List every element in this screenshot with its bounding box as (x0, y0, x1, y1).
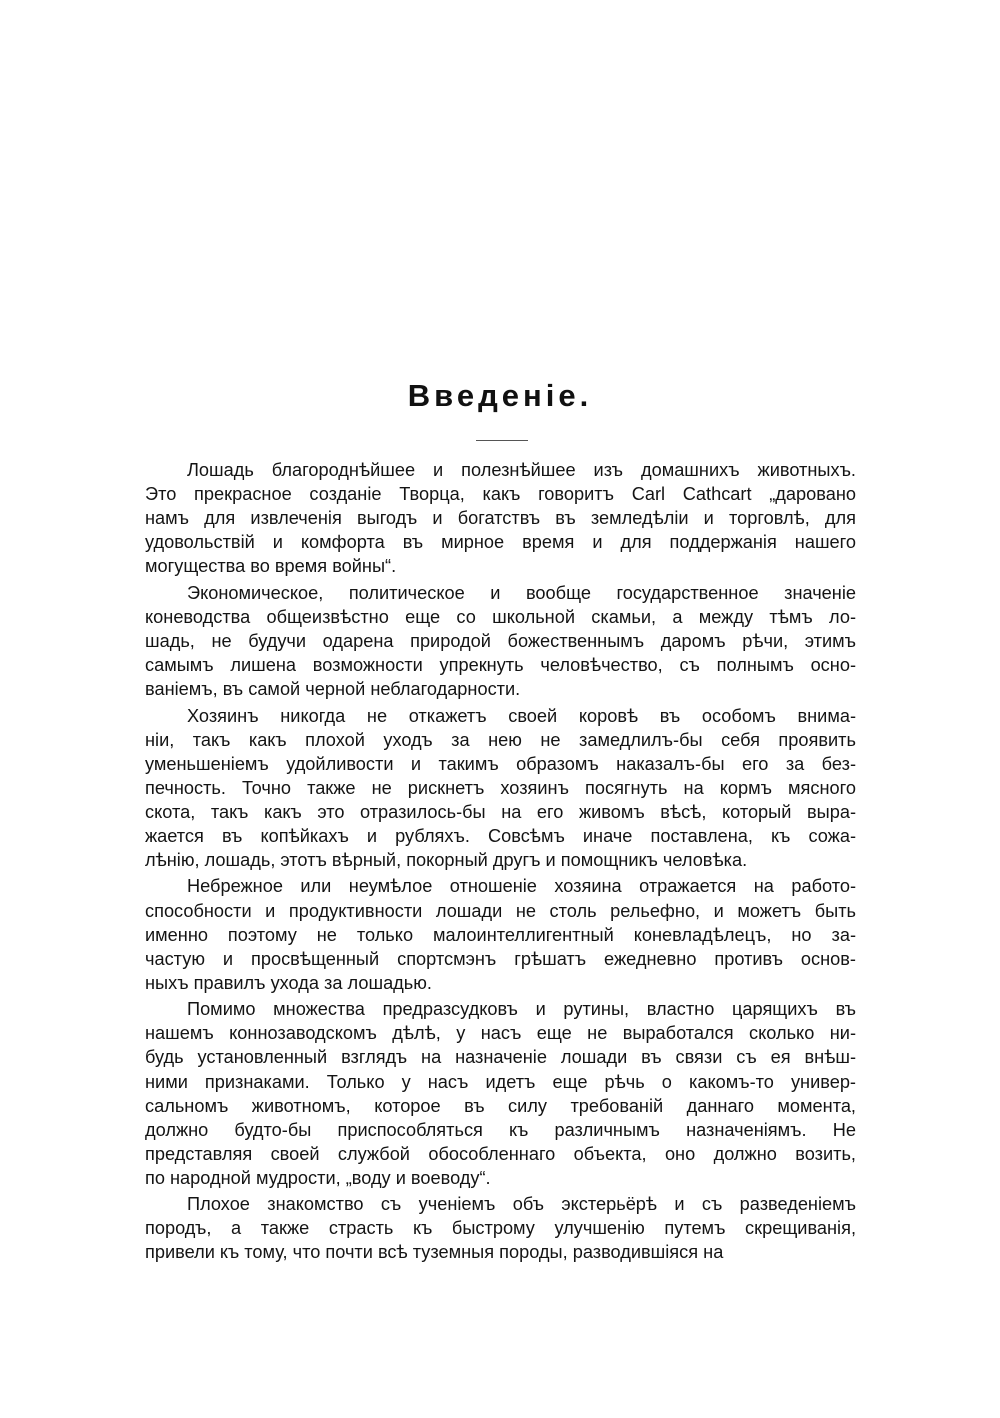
paragraph (145, 704, 856, 873)
paragraph (145, 458, 856, 578)
text-line: Это прекрасное созданіе Творца, какъ говоритъ Carl Cathcart „даровано (145, 484, 856, 505)
text-line: должно будто-бы приспособляться къ различнымъ назначеніямъ. Не (145, 1119, 856, 1140)
text-line: печность. Точно также не рискнетъ хозяинъ посягнуть на кормъ мясного (145, 777, 856, 798)
text-line: коневодства общеизвѣстно еще со школьной скамьи, а между тѣмъ ло- (145, 606, 856, 627)
text-line: частую и просвѣщенный спортсмэнъ грѣшатъ ежедневно противъ основ- (145, 948, 856, 969)
text-line: удовольствій и комфорта въ мирное время и для поддержанія нашего (145, 532, 856, 553)
text-line: Помимо множества предразсудковъ и рутины, властно царящихъ въ (187, 999, 856, 1020)
text-line: по народной мудрости, „воду и воеводу“. (145, 1167, 491, 1188)
title-divider (476, 440, 528, 441)
text-line: представляя своей службой обособленнаго объекта, оно должно возить, (145, 1143, 856, 1164)
text-line: Экономическое, политическое и вообще государственное значеніе (187, 582, 856, 603)
text-line: Небрежное или неумѣлое отношеніе хозяина отражается на работо- (187, 876, 856, 897)
text-line: ніи, такъ какъ плохой уходъ за нею не замедлилъ-бы себя проявить (145, 729, 856, 750)
text-line: жается въ копѣйкахъ и рубляхъ. Совсѣмъ иначе поставлена, къ сожа- (145, 826, 856, 846)
paragraph (145, 581, 856, 701)
text-line: сальномъ животномъ, которое въ силу требованій даннаго момента, (145, 1095, 856, 1116)
text-line: Плохое знакомство съ ученіемъ объ экстерьёрѣ и съ разведеніемъ (187, 1194, 856, 1215)
text-line: лѣнію, лошадь, этотъ вѣрный, покорный другъ и помощникъ человѣка. (145, 850, 748, 871)
text-line: Лошадь благороднѣйшее и полезнѣйшее изъ домашнихъ животныхъ. (187, 460, 856, 480)
text-line: Хозяинъ никогда не откажетъ своей коровѣ въ особомъ внима- (187, 705, 856, 726)
paragraph (145, 874, 856, 994)
paragraph (145, 997, 856, 1190)
text-line: намъ для извлеченія выгодъ и богатствъ въ земледѣліи и торговлѣ, для (145, 508, 856, 529)
text-line: ныхъ правилъ ухода за лошадью. (145, 972, 432, 993)
text-line: скота, такъ какъ это отразилось-бы на его живомъ вѣсѣ, который выра- (145, 801, 856, 822)
text-line: самымъ лишена возможности упрекнуть человѣчество, съ полнымъ осно- (145, 655, 856, 676)
page-title: Введеніе. (407, 378, 593, 413)
text-line: нашемъ коннозаводскомъ дѣлѣ, у насъ еще не выработался сколько ни- (145, 1023, 856, 1044)
text-line: ваніемъ, въ самой черной неблагодарности. (145, 679, 521, 700)
text-line: ними признаками. Только у насъ идетъ еще рѣчь о какомъ-то универ- (145, 1071, 856, 1092)
text-line: именно поэтому не только малоинтеллигентный коневладѣлецъ, но за- (145, 924, 856, 945)
text-line: могущества во время войны“. (145, 556, 397, 577)
text-line: будь установленный взглядъ на назначеніе лошади въ связи съ ея внѣш- (145, 1047, 856, 1068)
text-line: уменьшеніемъ удойливости и такимъ образомъ наказалъ-бы его за без- (145, 753, 856, 774)
paragraph (145, 1192, 856, 1264)
body-text (145, 458, 856, 1267)
text-line: породъ, а также страсть къ быстрому улучшенію путемъ скрещиванія, (145, 1218, 856, 1239)
text-line: шадь, не будучи одарена природой божественнымъ даромъ рѣчи, этимъ (145, 630, 856, 651)
text-line: привели къ тому, что почти всѣ туземныя породы, разводившіяся на (145, 1242, 724, 1263)
text-line: способности и продуктивности лошади не столь рельефно, и можетъ быть (145, 900, 856, 921)
